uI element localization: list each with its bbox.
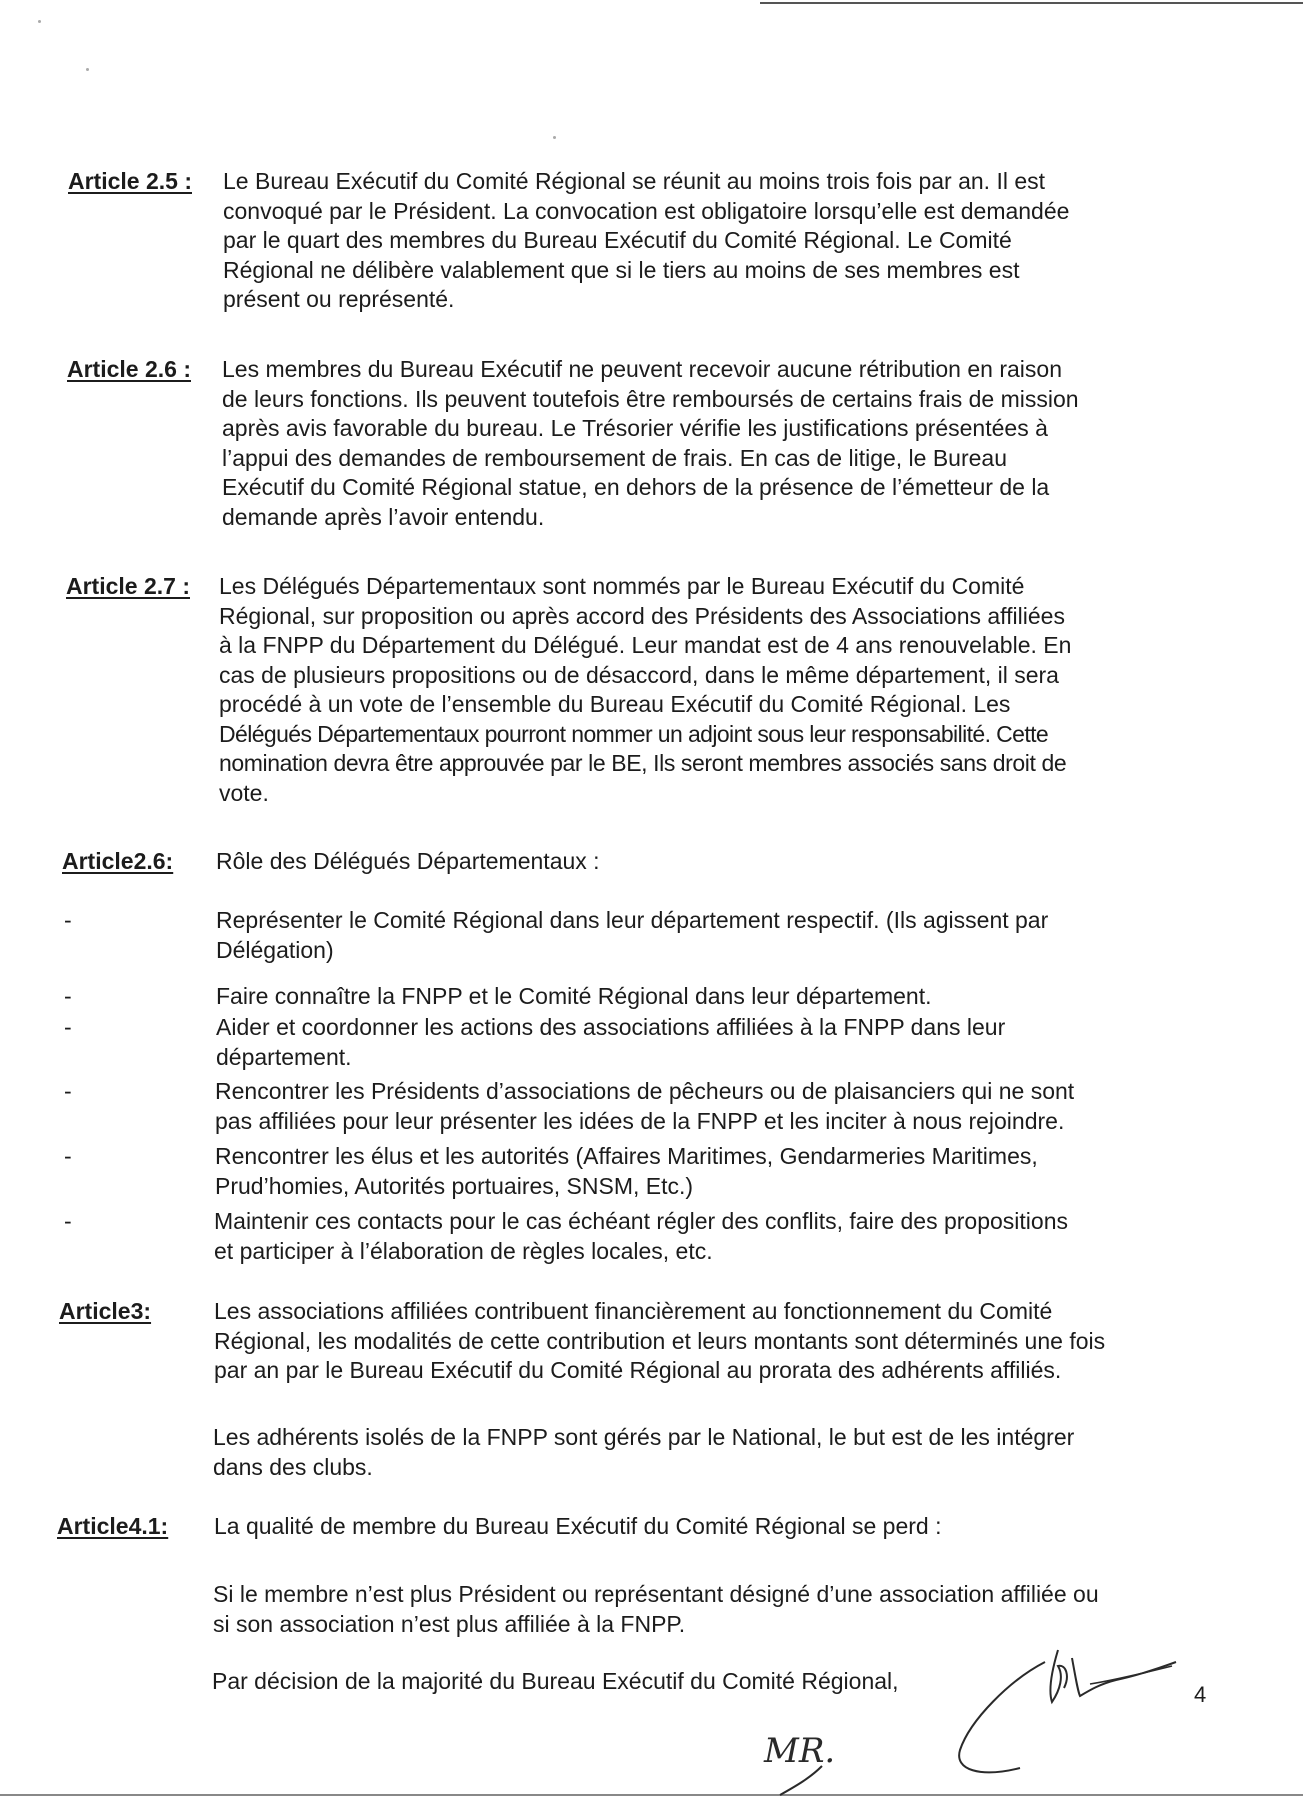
text-line: Maintenir ces contacts pour le cas échéant régler des conflits, faire des propositions [214, 1208, 1068, 1234]
text-line: Par décision de la majorité du Bureau Exécutif du Comité Régional, [212, 1668, 899, 1694]
text-line: procédé à un vote de l’ensemble du Bureau Exécutif du Comité Régional. Les [219, 691, 1011, 717]
scan-speck [38, 20, 41, 23]
page-number: 4 [1194, 1682, 1207, 1707]
article-4-1-paragraph-2 [213, 1580, 1099, 1639]
text-line: pas affiliées pour leur présenter les idées de la FNPP et les inciter à nous rejoindre. [215, 1107, 1065, 1134]
text-line: nomination devra être approuvée par le BE, Ils seront membres associés sans droit de [219, 750, 1067, 776]
text-line: département. [216, 1043, 352, 1070]
text-line: Les associations affiliées contribuent financièrement au fonctionnement du Comité [214, 1298, 1053, 1324]
scan-speck [553, 136, 556, 139]
text-line: Les membres du Bureau Exécutif ne peuvent recevoir aucune rétribution en raison [222, 356, 1062, 382]
dash-bullet: - [64, 1078, 72, 1104]
signature [940, 1640, 1190, 1790]
text-line: et participer à l’élaboration de règles locales, etc. [214, 1237, 713, 1264]
text-line: présent ou représenté. [223, 286, 455, 312]
article-body [214, 1297, 1105, 1386]
text-line: Délégation) [216, 936, 334, 963]
article-body [222, 355, 1079, 532]
text-line: par le quart des membres du Bureau Exécutif du Comité Régional. Le Comité [223, 227, 1012, 253]
page-edge-top [760, 2, 1303, 4]
text-line: convoqué par le Président. La convocation est obligatoire lorsqu’elle est demandée [223, 197, 1070, 224]
dash-bullet: - [64, 1143, 72, 1169]
initials-text: MR. [764, 1731, 836, 1771]
text-line: après avis favorable du bureau. Le Trésorier vérifie les justifications présentées à [222, 415, 1048, 441]
text-line: Délégués Départementaux pourront nommer un adjoint sous leur responsabilité. Cette [219, 720, 1049, 747]
text-line: dans des clubs. [213, 1453, 373, 1480]
dash-bullet: - [64, 1208, 72, 1234]
text-line: à la FNPP du Département du Délégué. Leur mandat est de 4 ans renouvelable. En [219, 632, 1072, 658]
article-label: Article4.1: [57, 1513, 169, 1539]
text-line: Les Délégués Départementaux sont nommés par le Bureau Exécutif du Comité [219, 573, 1025, 599]
text-line: Aider et coordonner les actions des associations affiliées à la FNPP dans leur [216, 1014, 1006, 1040]
text-line: Rencontrer les élus et les autorités (Affaires Maritimes, Gendarmeries Maritimes, [215, 1143, 1038, 1169]
text-line: Si le membre n’est plus Président ou représentant désigné d’une association affiliée ou [213, 1581, 1099, 1607]
article-label: Article2.6: [62, 848, 174, 874]
text-line: Régional, les modalités de cette contribution et leurs montants sont déterminés une fois [214, 1327, 1106, 1354]
article-label: Article 2.6 : [67, 356, 191, 382]
text-line: de leurs fonctions. Ils peuvent toutefois être remboursés de certains frais de mission [222, 385, 1079, 412]
article-body [216, 847, 600, 877]
dash-bullet: - [64, 907, 72, 933]
text-line: Rôle des Délégués Départementaux : [216, 848, 600, 874]
article-body [223, 167, 1069, 315]
dash-bullet: - [64, 1014, 72, 1040]
scan-speck [86, 68, 89, 71]
article-4-1-paragraph-3 [212, 1667, 899, 1697]
article-body [219, 572, 1071, 808]
page-edge-bottom [0, 1794, 1303, 1796]
article-body [214, 1512, 941, 1542]
text-line: Prud’homies, Autorités portuaires, SNSM, Etc.) [215, 1172, 694, 1199]
text-line: par an par le Bureau Exécutif du Comité Régional au prorata des adhérents affiliés. [214, 1357, 1062, 1383]
text-line: La qualité de membre du Bureau Exécutif du Comité Régional se perd : [214, 1513, 942, 1539]
text-line: Régional ne délibère valablement que si le tiers au moins de ses membres est [223, 256, 1020, 283]
initials [760, 1720, 870, 1800]
article-label: Article 2.7 : [66, 573, 190, 599]
text-line: Le Bureau Exécutif du Comité Régional se réunit au moins trois fois par an. Il est [223, 168, 1046, 194]
text-line: Exécutif du Comité Régional statue, en dehors de la présence de l’émetteur de la [222, 474, 1050, 500]
article-label: Article 2.5 : [68, 168, 192, 194]
text-line: Les adhérents isolés de la FNPP sont gérés par le National, le but est de les intégrer [213, 1424, 1075, 1450]
text-line: vote. [219, 779, 269, 806]
text-line: demande après l’avoir entendu. [222, 503, 545, 530]
text-line: cas de plusieurs propositions ou de désaccord, dans le même département, il sera [219, 661, 1059, 688]
text-line: Régional, sur proposition ou après accord des Présidents des Associations affiliées [219, 602, 1065, 629]
text-line: Rencontrer les Présidents d’associations de pêcheurs ou de plaisanciers qui ne sont [215, 1078, 1075, 1104]
text-line: Représenter le Comité Régional dans leur département respectif. (Ils agissent par [216, 907, 1049, 933]
article-3-paragraph-2 [213, 1423, 1074, 1482]
article-label: Article3: [59, 1298, 152, 1324]
text-line: si son association n’est plus affiliée à la FNPP. [213, 1610, 686, 1637]
text-line: l’appui des demandes de remboursement de frais. En cas de litige, le Bureau [222, 444, 1008, 471]
dash-bullet: - [64, 983, 72, 1009]
text-line: Faire connaître la FNPP et le Comité Régional dans leur département. [216, 983, 932, 1009]
